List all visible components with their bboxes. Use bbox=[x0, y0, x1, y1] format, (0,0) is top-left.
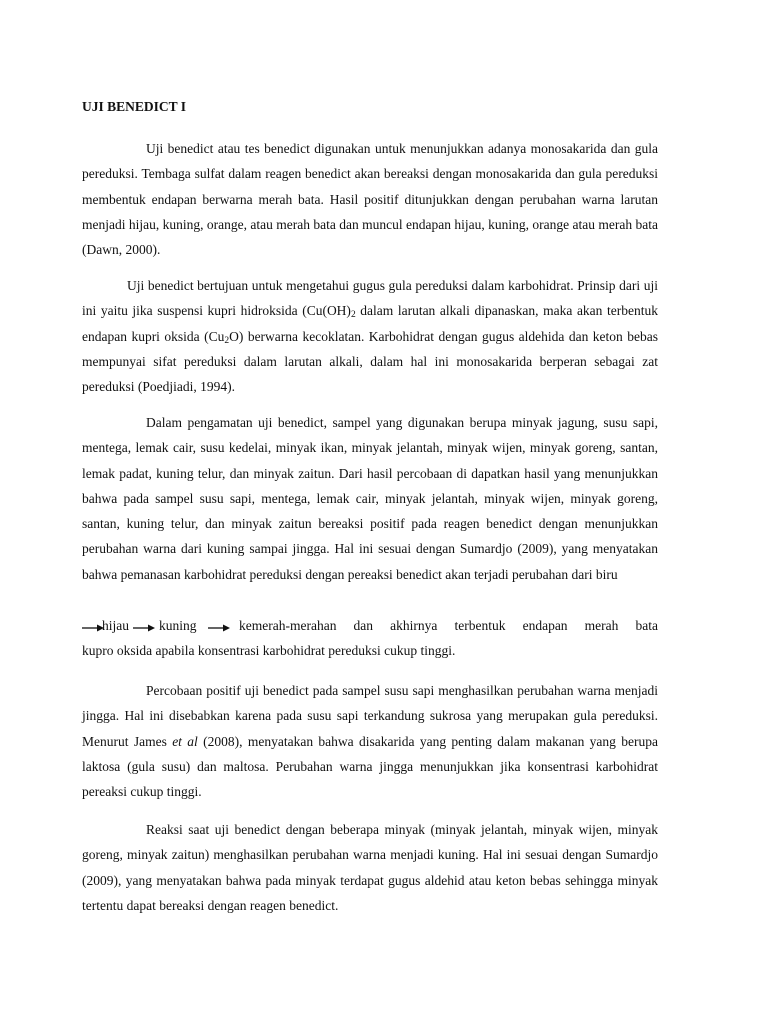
p4-text-a: Percobaan positif uji benedict pada sampel susu sapi menghasilkan perubahan warna menjadi jingga. Hal ini disebabkan karena pada susu sapi terkandung sukrosa yang merupakan gula pereduksi. Menurut James bbox=[82, 683, 658, 749]
color-hijau: hijau bbox=[102, 618, 129, 633]
p2-subscript-2: 2 bbox=[224, 335, 230, 346]
paragraph-1: Uji benedict atau tes benedict digunakan untuk menunjukkan adanya monosakarida dan gula pereduksi. Tembaga sulfat dalam reagen benedict akan bereaksi dengan monosakarida dan gula pereduksi membentuk endapan berwarna merah bata. Hasil positif ditunjukkan dengan perubahan warna larutan menjadi hijau, kuning, orange, atau merah bata dan muncul endapan hijau, kuning, orange atau merah bata (Dawn, 2000). bbox=[82, 141, 658, 258]
color-kuning: kuning bbox=[159, 618, 197, 633]
p4-text-b: (2008), menyatakan bahwa disakarida yang penting dalam makanan yang berupa laktosa (gula susu) dan maltosa. Perubahan warna jingga menunjukkan jika konsentrasi karbohidrat pereaksi cukup tinggi. bbox=[82, 733, 658, 800]
arrow-right-icon bbox=[208, 624, 230, 632]
paragraph-4 bbox=[82, 678, 658, 804]
arrow-right-icon bbox=[82, 624, 104, 632]
paragraph-3: Dalam pengamatan uji benedict, sampel yang digunakan berupa minyak jagung, susu sapi, mentega, lemak cair, susu kedelai, minyak ikan, minyak jelantah, minyak wijen, minyak goreng, santan, lemak padat, kuning telur, dan minyak zaitun. Dari hasil percobaan di dapatkan hasil yang menunjukkan bahwa pada sampel susu sapi, mentega, lemak cair, minyak jelantah, minyak wijen, minyak goreng, santan, kuning telur, dan minyak zaitun bereaksi positif pada reagen benedict dengan menunjukkan perubahan warna dari kuning sampai jingga. Hal ini sesuai dengan Sumardjo (2009), yang menyatakan bahwa pemanasan karbohidrat pereduksi dengan pereaksi benedict akan terjadi perubahan dari biru bbox=[82, 415, 658, 582]
p2-text-b: dalam larutan alkali dipanaskan, maka akan terbentuk endapan kupri oksida (Cu bbox=[82, 303, 658, 344]
color-kemerah: kemerah-merahan dan akhirnya terbentuk endapan merah bata bbox=[239, 618, 658, 633]
p2-text-a: Uji benedict bertujuan untuk mengetahui gugus gula pereduksi dalam karbohidrat. Prinsip dari uji ini yaitu jika suspensi kupri hidroksida (Cu(OH) bbox=[82, 278, 658, 319]
section-heading: UJI BENEDICT I bbox=[82, 99, 187, 114]
paragraph-2 bbox=[82, 273, 658, 399]
paragraph-5: Reaksi saat uji benedict dengan beberapa minyak (minyak jelantah, minyak wijen, minyak goreng, minyak zaitun) menghasilkan perubahan warna menjadi kuning. Hal ini sesuai dengan Sumardjo (2009), yang menyatakan bahwa pada minyak terdapat gugus aldehid atau keton bebas sehingga minyak tertentu dapat bereaksi dengan reagen benedict. bbox=[82, 822, 658, 913]
p4-et-al: et al bbox=[172, 733, 198, 749]
paragraph-3-last-line: kupro oksida apabila konsentrasi karbohidrat pereduksi cukup tinggi. bbox=[82, 643, 456, 658]
color-change-sequence bbox=[82, 613, 658, 638]
arrow-right-icon bbox=[133, 624, 155, 632]
p2-subscript-1: 2 bbox=[350, 310, 356, 321]
p2-text-c: O) berwarna kecoklatan. Karbohidrat dengan gugus aldehida dan keton bebas mempunyai sifat pereduksi dalam larutan alkali, dalam hal ini monosakarida berperan sebagai zat pereduksi (Poedjiadi, 1994). bbox=[82, 328, 658, 395]
